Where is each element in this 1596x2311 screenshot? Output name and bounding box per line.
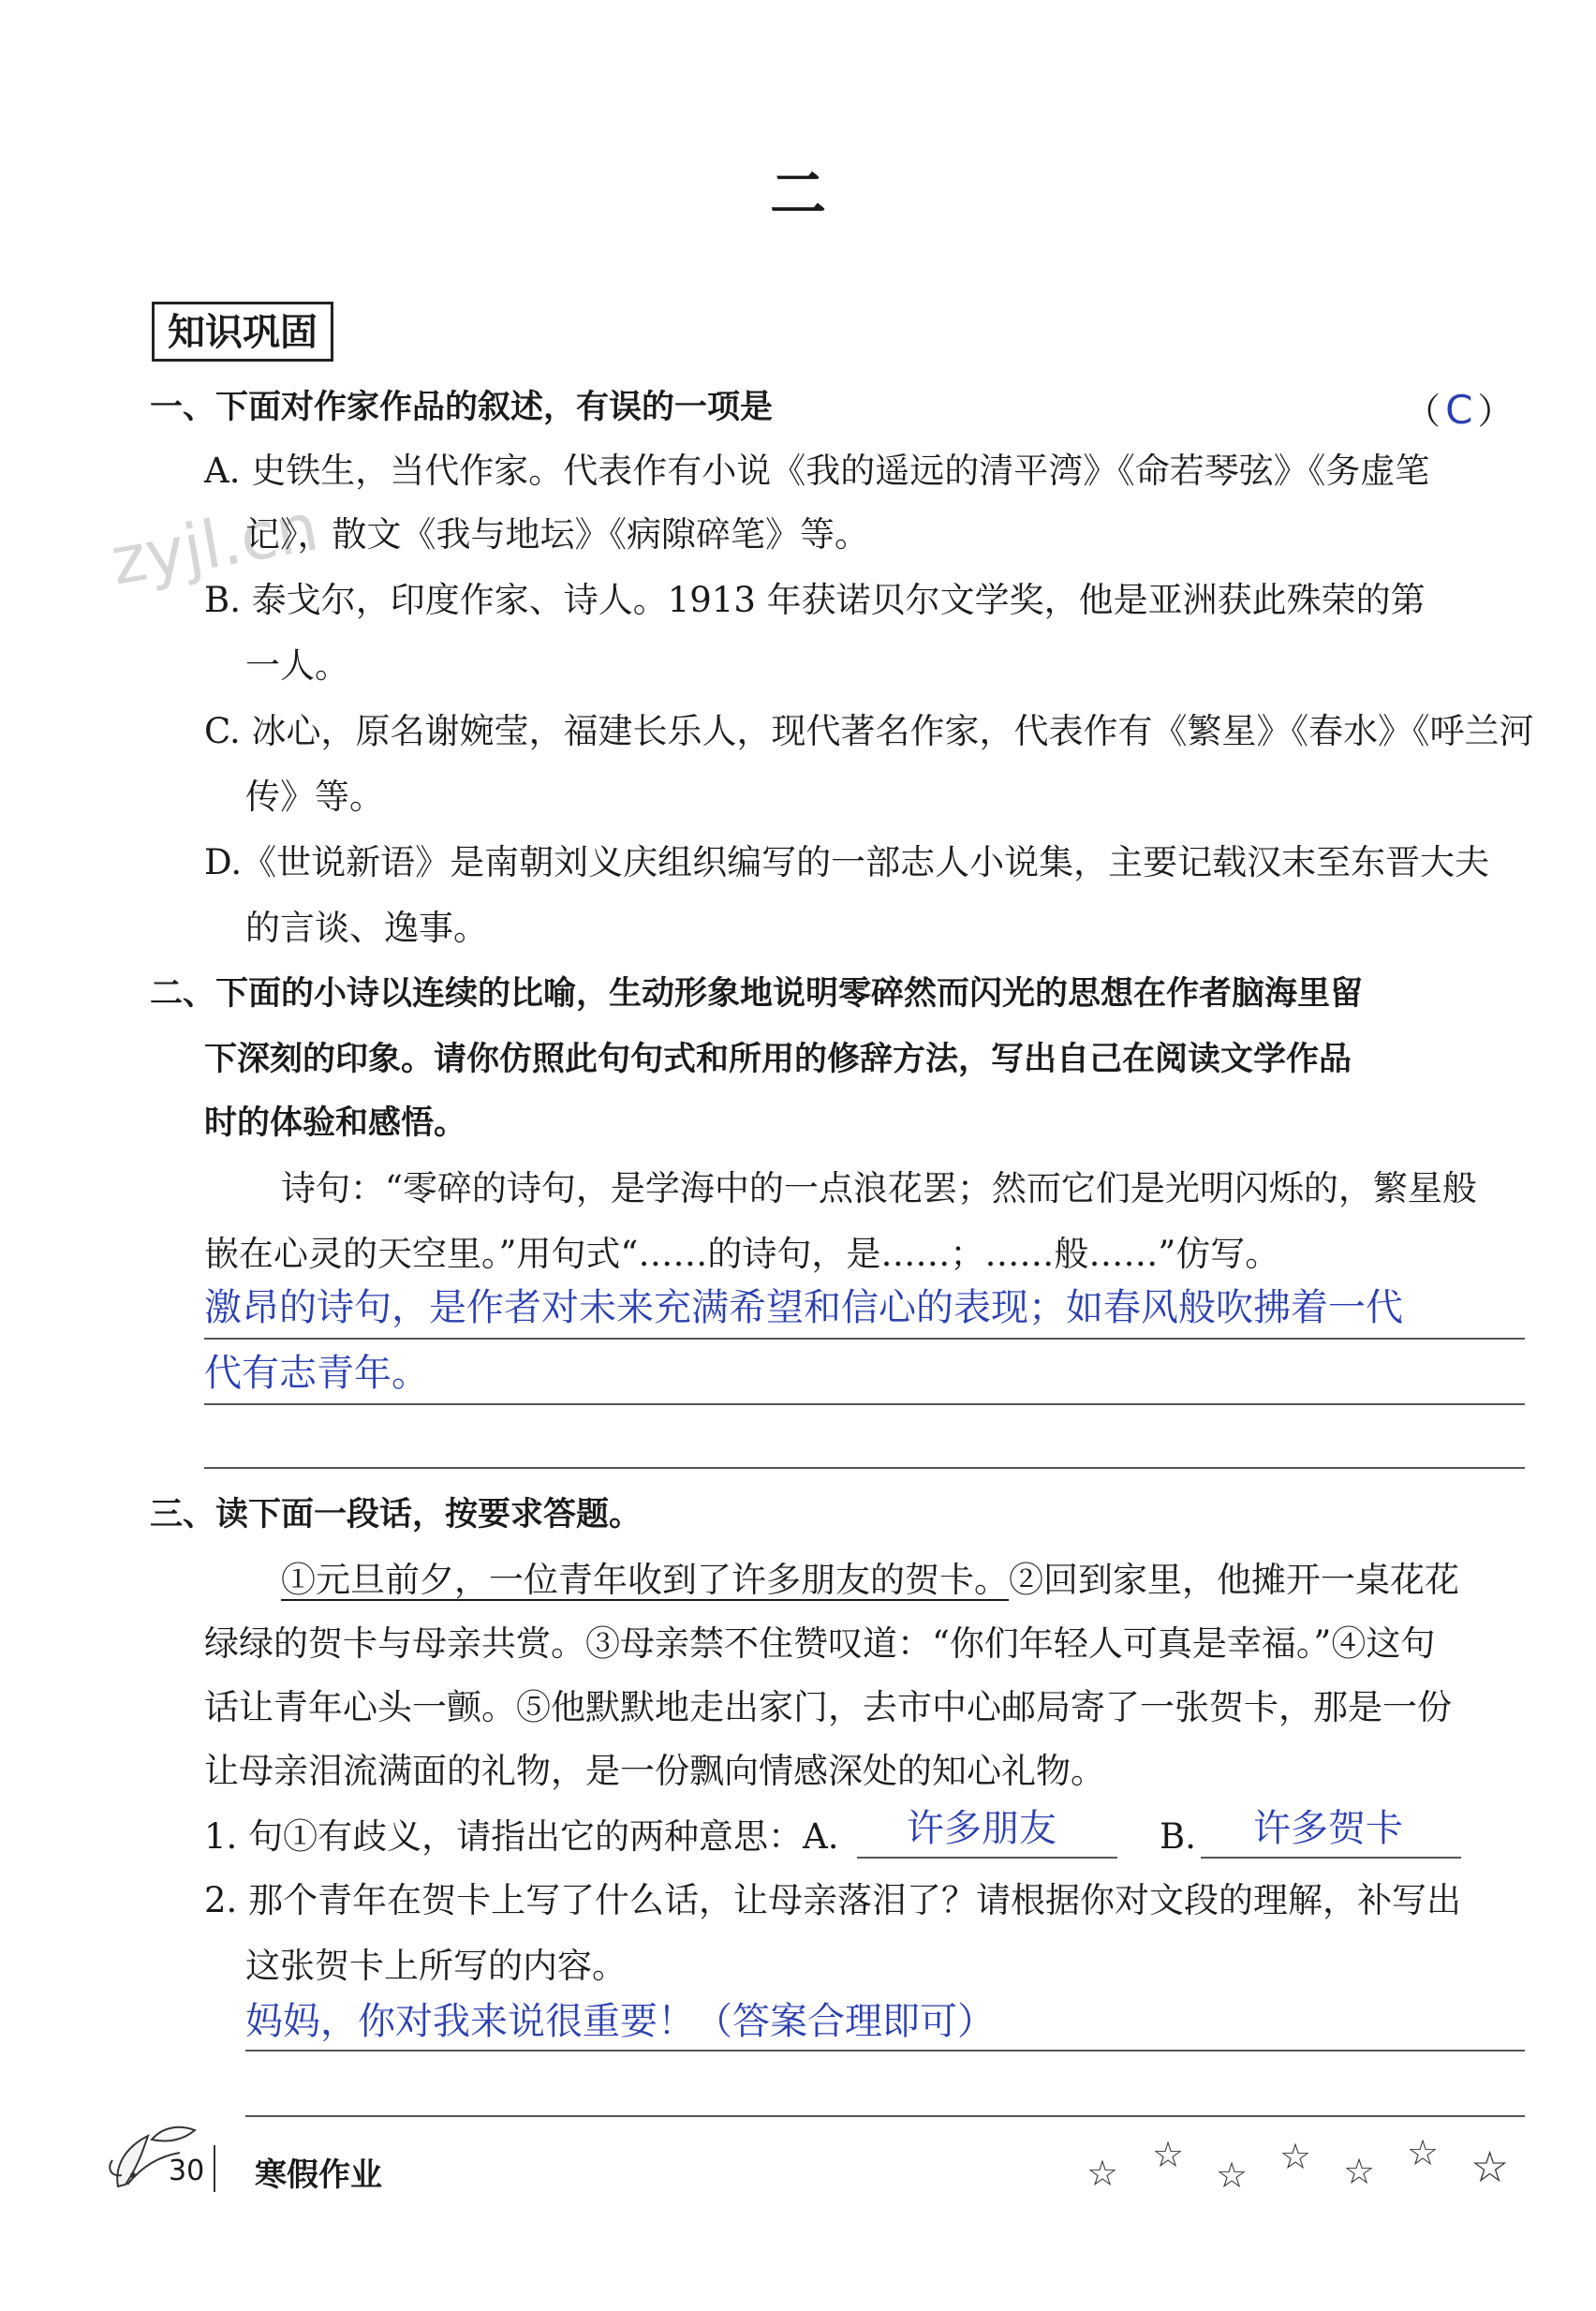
q2-prompt-line2: 嵌在心灵的天空里。”用句式“……的诗句，是……；……般……”仿写。 xyxy=(204,1234,1280,1274)
q1-option-c-line2: 传》等。 xyxy=(245,777,384,817)
q1-option-a-line1: A. 史铁生，当代作家。代表作有小说《我的遥远的清平湾》《命若琴弦》《务虚笔 xyxy=(204,451,1430,491)
q3-sub2-line1: 2. 那个青年在贺卡上写了什么话，让母亲落泪了？请根据你对文段的理解，补写出 xyxy=(204,1880,1462,1920)
watermark: zyjl.cn xyxy=(105,488,324,600)
q3-sub1-blank-a xyxy=(857,1857,1117,1859)
q3-sub1-answer-b: 许多贺卡 xyxy=(1253,1807,1403,1850)
q2-prompt-line1: 诗句：“零碎的诗句，是学海中的一点浪花罢；然而它们是光明闪烁的，繁星般 xyxy=(281,1168,1477,1208)
page-title: 二 xyxy=(770,162,826,228)
q1-option-c-line1: C. 冰心，原名谢婉莹，福建长乐人，现代著名作家，代表作有《繁星》《春水》《呼兰河 xyxy=(204,711,1534,751)
q3-passage-line4: 让母亲泪流满面的礼物，是一份飘向情感深处的知心礼物。 xyxy=(204,1751,1105,1791)
q1-option-b-line1: B. 泰戈尔，印度作家、诗人。1913 年获诺贝尔文学奖，他是亚洲获此殊荣的第 xyxy=(204,580,1426,620)
q3-heading: 三、读下面一段话，按要求答题。 xyxy=(150,1496,643,1533)
q1-answer-bracket xyxy=(1405,382,1514,434)
star-icon: ☆ xyxy=(1086,2153,1119,2194)
q3-sub1-answer-a: 许多朋友 xyxy=(907,1807,1057,1850)
q1-paren-close: ） xyxy=(1477,391,1514,432)
q2-heading-line2: 下深刻的印象。请你仿照此句句式和所用的修辞方法，写出自己在阅读文学作品 xyxy=(204,1041,1352,1078)
q3-sub2-answer-rule-1 xyxy=(245,2050,1525,2052)
q3-passage-line2: 绿绿的贺卡与母亲共赏。③母亲禁不住赞叹道：“你们年轻人可真是幸福。”④这句 xyxy=(204,1623,1436,1664)
q3-sub1-label-b: B. xyxy=(1160,1816,1196,1857)
q3-passage-line3: 话让青年心头一颤。⑤他默默地走出家门，去市中心邮局寄了一张贺卡，那是一份 xyxy=(204,1687,1452,1727)
star-icon: ☆ xyxy=(1152,2134,1185,2175)
star-icon: ☆ xyxy=(1343,2151,1376,2192)
section-label: 知识巩固 xyxy=(152,302,333,362)
q3-sub2-answer-rule-2 xyxy=(245,2115,1525,2117)
q2-heading-line1: 二、下面的小诗以连续的比喻，生动形象地说明零碎然而闪光的思想在作者脑海里留 xyxy=(150,975,1364,1013)
star-icon: ☆ xyxy=(1470,2141,1510,2192)
q3-passage-line1-rest: ②回到家里，他摊开一桌花花 xyxy=(1009,1560,1459,1600)
q2-answer-rule-1 xyxy=(204,1338,1525,1340)
q1-paren-open: （ xyxy=(1405,391,1441,432)
page-number: 30 xyxy=(169,2155,205,2187)
star-icon: ☆ xyxy=(1216,2155,1249,2196)
q2-answer-line2: 代有志青年。 xyxy=(204,1352,429,1395)
q1-option-d-line2: 的言谈、逸事。 xyxy=(245,908,488,948)
footer-label: 寒假作业 xyxy=(255,2156,382,2194)
q1-option-a-line2: 记》，散文《我与地坛》《病隙碎笔》等。 xyxy=(245,514,869,555)
star-icon: ☆ xyxy=(1407,2132,1440,2173)
q2-heading-line3: 时的体验和感悟。 xyxy=(204,1104,467,1142)
star-rating xyxy=(1077,2126,1527,2201)
footer-divider xyxy=(214,2145,215,2192)
q3-sub2-answer: 妈妈，你对我来说很重要！（答案合理即可） xyxy=(245,2000,995,2043)
leaf-ornament-icon xyxy=(105,2119,227,2194)
q1-option-d-line1: D.《世说新语》是南朝刘义庆组织编写的一部志人小说集，主要记载汉末至东晋大夫 xyxy=(204,842,1490,882)
q2-answer-rule-2 xyxy=(204,1403,1525,1405)
star-icon: ☆ xyxy=(1279,2136,1312,2177)
q3-sub2-line2: 这张贺卡上所写的内容。 xyxy=(245,1946,627,1986)
q2-answer-rule-3 xyxy=(204,1467,1525,1469)
q2-answer-line1: 激昂的诗句，是作者对未来充满希望和信心的表现；如春风般吹拂着一代 xyxy=(204,1286,1403,1329)
q1-heading: 一、下面对作家作品的叙述，有误的一项是 xyxy=(150,389,774,426)
q1-answer: C xyxy=(1445,387,1473,433)
q3-sentence-1: ①元旦前夕，一位青年收到了许多朋友的贺卡。 xyxy=(281,1560,1009,1600)
q3-sub1-blank-b xyxy=(1201,1857,1461,1859)
q3-sub1-text: 1. 句①有歧义，请指出它的两种意思：A. xyxy=(204,1816,839,1857)
q3-passage-line1 xyxy=(281,1559,1459,1602)
q1-option-b-line2: 一人。 xyxy=(245,645,349,686)
